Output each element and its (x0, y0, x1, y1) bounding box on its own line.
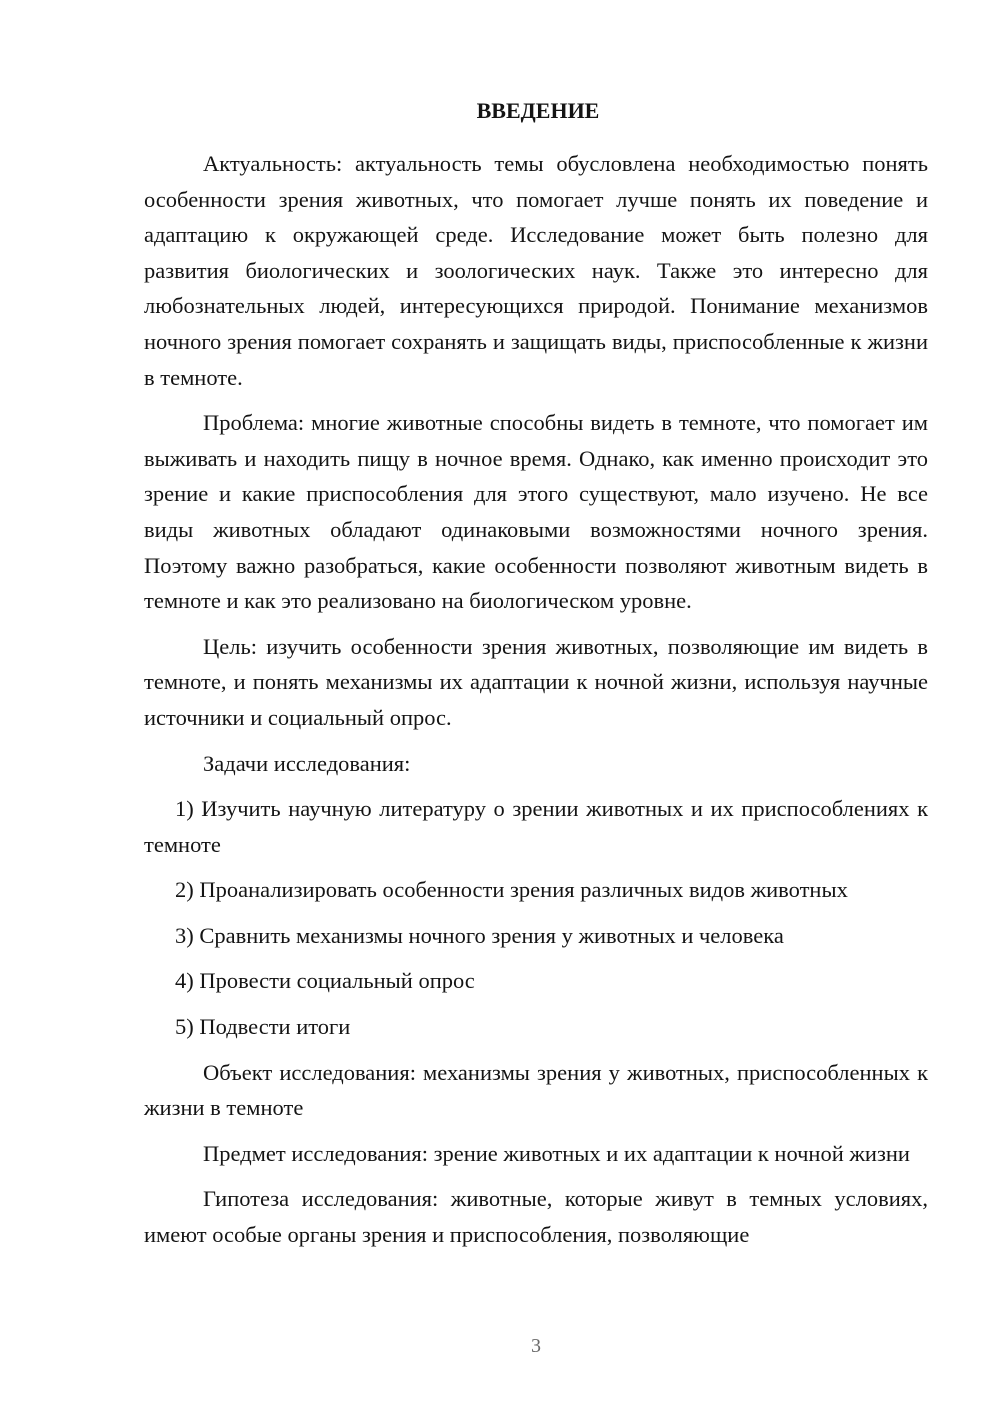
document-page (144, 96, 928, 1263)
tasks-heading: Задачи исследования: (203, 750, 411, 776)
section-title: ВВЕДЕНИЕ (476, 98, 600, 123)
problem-paragraph: Проблема: многие животные способны видеть в темноте, что помогает им выживать и находить пищу в ночное время. Однако, как именно происходит это зрение и какие приспособления для этого существуют, мало изучено. Не все виды животных обладают одинаковыми возможностями ночного зрения. Поэтому важно разобраться, какие особенности позволяют животным видеть в темноте и как это реализовано на биологическом уровне. (144, 410, 928, 614)
task-item-2: 2) Проанализировать особенности зрения различных видов животных (175, 877, 848, 903)
task-item-4: 4) Провести социальный опрос (175, 968, 475, 994)
research-subject-paragraph: Предмет исследования: зрение животных и их адаптации к ночной жизни (203, 1140, 910, 1166)
task-item-1: 1) Изучить научную литературу о зрении животных и их приспособлениях к темноте (144, 796, 928, 857)
task-item-5: 5) Подвести итоги (175, 1014, 351, 1040)
hypothesis-paragraph: Гипотеза исследования: животные, которые живут в темных условиях, имеют особые органы зрения и приспособления, позволяющие (144, 1186, 928, 1248)
relevance-paragraph: Актуальность: актуальность темы обусловлена необходимостью понять особенности зрения животных, что помогает лучше понять их поведение и адаптацию к окружающей среде. Исследование может быть полезно для развития биологических и зоологических наук. Также это интересно для любознательных людей, интересующихся природой. Понимание механизмов ночного зрения помогает сохранять и защищать виды, приспособленные к жизни в темноте. (144, 151, 928, 390)
page-number: 3 (531, 1335, 541, 1357)
goal-paragraph: Цель: изучить особенности зрения животных, позволяющие им видеть в темноте, и понять механизмы их адаптации к ночной жизни, используя научные источники и социальный опрос. (144, 633, 928, 730)
research-object-paragraph: Объект исследования: механизмы зрения у животных, приспособленных к жизни в темноте (144, 1059, 928, 1121)
task-item-3: 3) Сравнить механизмы ночного зрения у животных и человека (175, 922, 784, 948)
